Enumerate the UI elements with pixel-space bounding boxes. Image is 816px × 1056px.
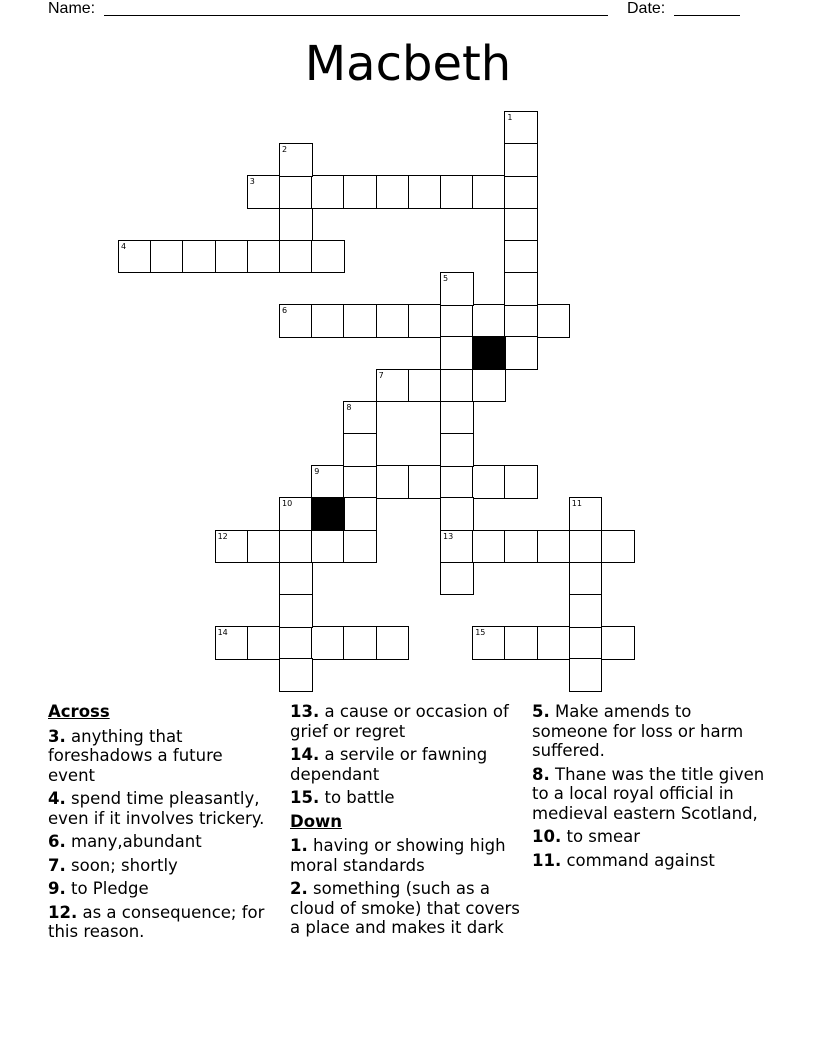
grid-cell[interactable] xyxy=(504,143,538,177)
clue-number: 10 xyxy=(282,499,293,509)
blocked-cell xyxy=(311,497,345,531)
clues-column-2 xyxy=(290,702,525,942)
clue-number: 5 xyxy=(443,274,449,283)
clues-column-1 xyxy=(48,702,273,946)
grid-cell[interactable] xyxy=(569,658,603,692)
grid-cell[interactable] xyxy=(408,369,442,403)
grid-cell[interactable] xyxy=(440,497,474,531)
clue-across-4: 4. spend time pleasantly, even if it involves trickery. xyxy=(48,789,265,828)
grid-cell[interactable] xyxy=(343,433,377,467)
grid-cell[interactable] xyxy=(601,626,635,660)
grid-cell[interactable] xyxy=(376,369,410,403)
grid-cell[interactable] xyxy=(472,530,506,564)
grid-cell[interactable] xyxy=(408,175,442,209)
clue-across-12: 12. as a consequence; for this reason. xyxy=(48,902,265,941)
grid-cell[interactable] xyxy=(279,304,313,338)
clue-down-8: 8. Thane was the title given to a local royal official in medieval eastern Scotland, xyxy=(532,764,765,823)
grid-cell[interactable] xyxy=(247,175,281,209)
grid-cell[interactable] xyxy=(150,240,184,274)
grid-cell[interactable] xyxy=(279,497,313,531)
grid-cell[interactable] xyxy=(343,304,377,338)
grid-cell[interactable] xyxy=(537,530,571,564)
clue-number: 13 xyxy=(443,531,454,541)
grid-cell[interactable] xyxy=(504,240,538,274)
grid-cell[interactable] xyxy=(440,272,474,306)
grid-cell[interactable] xyxy=(118,240,152,274)
grid-cell[interactable] xyxy=(215,626,249,660)
grid-cell[interactable] xyxy=(569,626,603,660)
grid-cell[interactable] xyxy=(440,175,474,209)
clues-column-3 xyxy=(532,702,772,874)
grid-cell[interactable] xyxy=(504,111,538,145)
grid-cell[interactable] xyxy=(440,530,474,564)
grid-cell[interactable] xyxy=(247,240,281,274)
grid-cell[interactable] xyxy=(472,304,506,338)
grid-cell[interactable] xyxy=(376,465,410,499)
grid-cell[interactable] xyxy=(440,369,474,403)
grid-cell[interactable] xyxy=(601,530,635,564)
grid-cell[interactable] xyxy=(440,401,474,435)
across-heading: Across xyxy=(48,702,110,721)
date-label: Date: xyxy=(627,0,666,17)
clue-down-11: 11. command against xyxy=(532,850,715,870)
grid-cell[interactable] xyxy=(279,208,313,242)
clue-across-13: 13. a cause or occasion of grief or regret xyxy=(290,702,509,741)
grid-cell[interactable] xyxy=(279,530,313,564)
grid-cell[interactable] xyxy=(279,143,313,177)
grid-cell[interactable] xyxy=(376,304,410,338)
clue-number: 1 xyxy=(507,113,513,122)
page-title: Macbeth xyxy=(304,36,512,92)
grid-cell[interactable] xyxy=(343,175,377,209)
grid-cell[interactable] xyxy=(279,594,313,628)
grid-cell[interactable] xyxy=(343,530,377,564)
clue-across-7: 7. soon; shortly xyxy=(48,855,178,875)
grid-cell[interactable] xyxy=(504,336,538,370)
clue-number: 14 xyxy=(217,628,228,638)
clue-number: 12 xyxy=(217,531,228,541)
clue-across-14: 14. a servile or fawning dependant xyxy=(290,745,488,784)
grid-cell[interactable] xyxy=(343,497,377,531)
clue-number: 8 xyxy=(346,402,352,412)
clue-across-9: 9. to Pledge xyxy=(48,879,149,898)
grid-cell[interactable] xyxy=(343,626,377,660)
grid-cell[interactable] xyxy=(440,304,474,338)
grid-cell[interactable] xyxy=(440,433,474,467)
grid-cell[interactable] xyxy=(215,240,249,274)
clue-number: 7 xyxy=(378,370,384,380)
grid-cell[interactable] xyxy=(279,658,313,692)
clue-across-6: 6. many,abundant xyxy=(48,832,202,851)
grid-cell[interactable] xyxy=(311,530,345,564)
grid-cell[interactable] xyxy=(504,304,538,338)
grid-cell[interactable] xyxy=(343,465,377,499)
grid-cell[interactable] xyxy=(247,626,281,660)
down-heading: Down xyxy=(290,811,343,831)
grid-cell[interactable] xyxy=(279,562,313,596)
clue-number: 6 xyxy=(282,306,288,316)
grid-cell[interactable] xyxy=(408,304,442,338)
grid-cell[interactable] xyxy=(472,175,506,209)
grid-cell[interactable] xyxy=(504,175,538,209)
grid-cell[interactable] xyxy=(311,626,345,660)
grid-cell[interactable] xyxy=(343,401,377,435)
grid-cell[interactable] xyxy=(472,626,506,660)
grid-cell[interactable] xyxy=(311,240,345,274)
clue-number: 4 xyxy=(121,241,127,251)
grid-cell[interactable] xyxy=(279,240,313,274)
grid-cell[interactable] xyxy=(279,626,313,660)
grid-cell[interactable] xyxy=(408,465,442,499)
clue-number: 11 xyxy=(571,499,582,509)
grid-cell[interactable] xyxy=(537,304,571,338)
grid-cell[interactable] xyxy=(376,175,410,209)
grid-cell[interactable] xyxy=(569,562,603,596)
grid-cell[interactable] xyxy=(440,336,474,370)
clue-down-10: 10. to smear xyxy=(532,827,641,846)
grid-cell[interactable] xyxy=(569,594,603,628)
clue-number: 3 xyxy=(249,177,255,187)
grid-cell[interactable] xyxy=(279,175,313,209)
clue-down-5: 5. Make amends to someone for loss or harm suffered. xyxy=(532,702,744,760)
grid-cell[interactable] xyxy=(504,208,538,242)
grid-cell[interactable] xyxy=(247,530,281,564)
grid-cell[interactable] xyxy=(472,465,506,499)
clue-down-1: 1. having or showing high moral standards xyxy=(290,836,506,875)
grid-cell[interactable] xyxy=(311,304,345,338)
grid-cell[interactable] xyxy=(311,175,345,209)
grid-cell[interactable] xyxy=(440,465,474,499)
clue-across-15: 15. to battle xyxy=(290,788,395,807)
grid-cell[interactable] xyxy=(504,272,538,306)
grid-cell[interactable] xyxy=(182,240,216,274)
blocked-cell xyxy=(472,336,506,370)
clue-number: 15 xyxy=(475,628,486,638)
grid-cell[interactable] xyxy=(504,626,538,660)
grid-cell[interactable] xyxy=(504,530,538,564)
grid-cell[interactable] xyxy=(504,465,538,499)
grid-cell[interactable] xyxy=(569,497,603,531)
clue-number: 2 xyxy=(282,145,288,155)
clue-across-3: 3. anything that foreshadows a future event xyxy=(48,726,223,785)
grid-cell[interactable] xyxy=(311,465,345,499)
grid-cell[interactable] xyxy=(440,562,474,596)
clue-number: 9 xyxy=(314,467,320,477)
clue-down-2: 2. something (such as a cloud of smoke) that covers a place and makes it dark xyxy=(290,879,520,937)
grid-cell[interactable] xyxy=(472,369,506,403)
name-label: Name: xyxy=(48,0,96,17)
grid-cell[interactable] xyxy=(537,626,571,660)
grid-cell[interactable] xyxy=(376,626,410,660)
grid-cell[interactable] xyxy=(569,530,603,564)
grid-cell[interactable] xyxy=(215,530,249,564)
